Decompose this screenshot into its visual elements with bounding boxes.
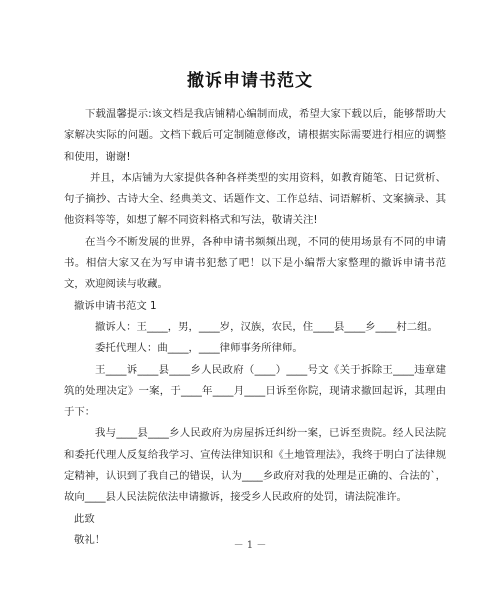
lead-in-paragraph: 在当今不断发展的世界，各种申请书频频出现，不同的使用场景有不同的申请书。相信大家又在为写申请书犯愁了吧！以下是小编帮大家整理的撤诉申请书范文，欢迎阅读与收藏。 xyxy=(64,235,446,291)
store-intro-paragraph: 并且，本店铺为大家提供各种各样类型的实用资料，如教育随笔、日记赏析、句子摘抄、古诗大全、经典美文、话题作文、工作总结、词语解析、文案摘录、其他资料等等，如想了解不同资料格式和写法，敬请关注! xyxy=(64,171,446,227)
agent-line: 委托代理人：曲____，____律师事务所律师。 xyxy=(95,342,303,355)
applicant-line: 撤诉人：王____，男，____岁，汉族，农民，住____县____乡____村二组。 xyxy=(95,320,438,333)
download-notice-paragraph: 下载温馨提示:该文档是我店铺精心编制而成，希望大家下载以后，能够帮助大家解决实际的问题。文档下载后可定制随意修改，请根据实际需要进行相应的调整和使用，谢谢! xyxy=(64,108,446,163)
case-paragraph: 王____诉____县____乡人民政府（____）____号文《关于拆除王____违章建筑的处理决定》一案，于____年____月____日诉至你院，现请求撤回起诉，其理由于下： xyxy=(64,363,446,419)
closing-salutation: 此致 xyxy=(74,512,95,525)
closing-regards: 敬礼！ xyxy=(74,533,106,546)
document-title: 撤诉申请书范文 xyxy=(187,71,313,91)
document-body xyxy=(64,104,446,551)
sample-heading: 撤诉申请书范文 1 xyxy=(74,299,157,312)
reason-paragraph: 我与____县____乡人民政府为房屋拆迁纠纷一案，已诉至贵院。经人民法院和委托代理人反复给我学习、宣传法律知识和《土地管理法》，我终于明白了法律规定精神，认识到了我自己的错误，认为____乡政府对我的处理是正确的、合法的`，故向____县人民法院依法申请撤诉，接受乡人民政府的处罚，请法院准许。 xyxy=(64,427,446,504)
page-number: － 1 － xyxy=(233,540,267,551)
